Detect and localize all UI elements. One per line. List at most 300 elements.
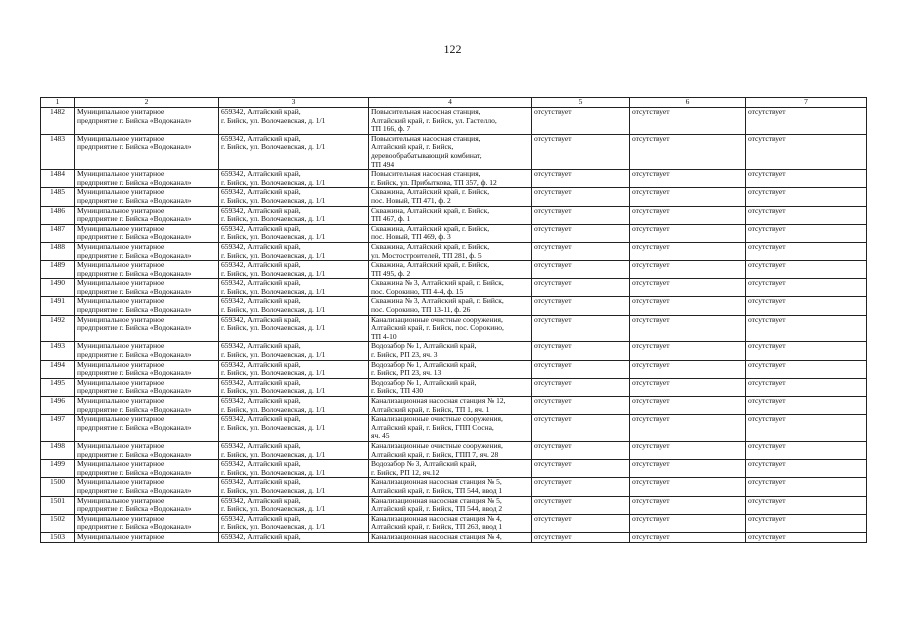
organization-line: предприятие г. Бийска «Водоканал» <box>77 522 192 532</box>
organization-line: Муниципальное унитарное <box>77 341 165 351</box>
organization-line: Муниципальное унитарное <box>77 360 165 369</box>
cell-number: 1483 <box>41 134 75 169</box>
address-line: 659342, Алтайский край, <box>221 514 301 523</box>
object-line: ТП 495, ф. 2 <box>371 268 411 278</box>
cell-status: отсутствует <box>630 224 746 242</box>
address-line: г. Бийск, ул. Волочаевская, д. 1/1 <box>221 504 326 514</box>
cell-object <box>369 460 532 478</box>
cell-organization <box>75 170 219 188</box>
object-line: Канализационная насосная станция № 5, <box>371 477 502 487</box>
cell-organization <box>75 315 219 342</box>
cell-status: отсутствует <box>630 360 746 378</box>
cell-status: отсутствует <box>746 297 867 315</box>
cell-status: отсутствует <box>532 134 630 169</box>
cell-object <box>369 496 532 514</box>
address-line: 659342, Алтайский край, <box>221 532 301 541</box>
address-line: 659342, Алтайский край, <box>221 378 301 387</box>
object-line: Скважина, Алтайский край, г. Бийск, <box>371 242 490 251</box>
table-row <box>41 342 867 360</box>
cell-organization <box>75 134 219 169</box>
cell-status: отсутствует <box>532 242 630 260</box>
table-row <box>41 415 867 442</box>
address-line: г. Бийск, ул. Волочаевская, д. 1/1 <box>221 467 326 477</box>
cell-status: отсутствует <box>746 478 867 496</box>
cell-organization <box>75 224 219 242</box>
object-line: Алтайский край, г. Бийск, ТП 544, ввод 2 <box>371 504 503 514</box>
cell-status: отсутствует <box>630 378 746 396</box>
cell-address <box>219 188 369 206</box>
cell-status: отсутствует <box>532 360 630 378</box>
table-row <box>41 514 867 532</box>
object-line: г. Бийск, РП 23, яч. 3 <box>371 350 438 360</box>
cell-object <box>369 532 532 542</box>
cell-organization <box>75 297 219 315</box>
object-line: Водозабор № 1, Алтайский край, <box>371 341 477 351</box>
table-row <box>41 397 867 415</box>
address-line: г. Бийск, ул. Волочаевская, д. 1/1 <box>221 286 326 296</box>
cell-status: отсутствует <box>630 170 746 188</box>
cell-organization <box>75 108 219 135</box>
cell-object <box>369 134 532 169</box>
object-line: пос. Сорокино, ТП 13-11, ф. 26 <box>371 305 471 315</box>
organization-line: Муниципальное унитарное <box>77 187 165 197</box>
object-line: ТП 4-10 <box>371 331 397 341</box>
organization-line: предприятие г. Бийска «Водоканал» <box>77 350 192 360</box>
cell-status: отсутствует <box>630 397 746 415</box>
cell-status: отсутствует <box>532 460 630 478</box>
organization-line: предприятие г. Бийска «Водоканал» <box>77 305 192 315</box>
cell-status: отсутствует <box>746 460 867 478</box>
table-row <box>41 170 867 188</box>
cell-status: отсутствует <box>746 397 867 415</box>
object-line: Скважина, Алтайский край, г. Бийск, <box>371 260 490 270</box>
table-row <box>41 242 867 260</box>
column-header: 7 <box>746 98 867 108</box>
object-line: Алтайский край, г. Бийск, ТП 544, ввод 1 <box>371 485 503 495</box>
table-row <box>41 441 867 459</box>
cell-object <box>369 415 532 442</box>
cell-status: отсутствует <box>630 206 746 224</box>
column-header: 2 <box>75 98 219 108</box>
cell-number: 1485 <box>41 188 75 206</box>
cell-number: 1496 <box>41 397 75 415</box>
cell-status: отсутствует <box>746 261 867 279</box>
cell-status: отсутствует <box>532 415 630 442</box>
cell-organization <box>75 441 219 459</box>
table-row <box>41 532 867 542</box>
object-line: г. Бийск, РП 23, яч. 13 <box>371 368 442 378</box>
cell-address <box>219 441 369 459</box>
object-line: деревообрабатывающий комбинат, <box>371 150 482 160</box>
address-line: г. Бийск, ул. Волочаевская, д. 1/1 <box>221 522 326 532</box>
cell-number: 1499 <box>41 460 75 478</box>
cell-status: отсутствует <box>532 532 630 542</box>
cell-status: отсутствует <box>532 514 630 532</box>
cell-status: отсутствует <box>532 297 630 315</box>
address-line: 659342, Алтайский край, <box>221 206 301 215</box>
organization-line: Муниципальное унитарное <box>77 532 165 541</box>
cell-object <box>369 342 532 360</box>
cell-address <box>219 342 369 360</box>
cell-status: отсутствует <box>630 279 746 297</box>
cell-number: 1495 <box>41 378 75 396</box>
organization-line: предприятие г. Бийска «Водоканал» <box>77 323 192 333</box>
cell-status: отсутствует <box>746 496 867 514</box>
cell-status: отсутствует <box>532 478 630 496</box>
address-line: 659342, Алтайский край, <box>221 496 301 505</box>
address-line: г. Бийск, ул. Волочаевская, д. 1/1 <box>221 268 326 278</box>
cell-address <box>219 261 369 279</box>
object-line: Повысительная насосная станция, <box>371 107 481 116</box>
cell-status: отсутствует <box>532 342 630 360</box>
organization-line: предприятие г. Бийска «Водоканал» <box>77 177 192 187</box>
cell-address <box>219 478 369 496</box>
cell-status: отсутствует <box>532 397 630 415</box>
cell-status: отсутствует <box>746 532 867 542</box>
organization-line: Муниципальное унитарное <box>77 224 165 233</box>
cell-status: отсутствует <box>630 532 746 542</box>
table-row <box>41 108 867 135</box>
organization-line: Муниципальное унитарное <box>77 514 165 523</box>
address-line: 659342, Алтайский край, <box>221 169 301 179</box>
cell-number: 1502 <box>41 514 75 532</box>
organization-line: предприятие г. Бийска «Водоканал» <box>77 504 192 514</box>
address-line: г. Бийск, ул. Волочаевская, д. 1/1 <box>221 404 326 414</box>
cell-address <box>219 378 369 396</box>
cell-number: 1492 <box>41 315 75 342</box>
cell-address <box>219 514 369 532</box>
cell-address <box>219 242 369 260</box>
organization-line: предприятие г. Бийска «Водоканал» <box>77 368 192 378</box>
cell-status: отсутствует <box>532 279 630 297</box>
cell-organization <box>75 496 219 514</box>
table-row <box>41 460 867 478</box>
object-line: Канализационная насосная станция № 5, <box>371 496 502 505</box>
cell-status: отсутствует <box>630 188 746 206</box>
cell-address <box>219 279 369 297</box>
address-line: г. Бийск, ул. Волочаевская, д. 1/1 <box>221 177 326 187</box>
object-line: ТП 166, ф. 7 <box>371 124 411 134</box>
cell-number: 1500 <box>41 478 75 496</box>
object-line: ТП 467, ф. 1 <box>371 214 411 224</box>
address-line: 659342, Алтайский край, <box>221 260 301 270</box>
cell-status: отсутствует <box>746 415 867 442</box>
address-line: г. Бийск, ул. Волочаевская, д. 1/1 <box>221 350 326 360</box>
object-line: г. Бийск, ТП 430 <box>371 386 424 396</box>
header-row <box>41 98 867 108</box>
cell-object <box>369 514 532 532</box>
organization-line: Муниципальное унитарное <box>77 107 165 116</box>
cell-status: отсутствует <box>532 261 630 279</box>
cell-status: отсутствует <box>746 514 867 532</box>
address-line: 659342, Алтайский край, <box>221 134 301 143</box>
object-line: яч. 45 <box>371 431 390 441</box>
organization-line: предприятие г. Бийска «Водоканал» <box>77 232 192 242</box>
cell-object <box>369 397 532 415</box>
address-line: г. Бийск, ул. Волочаевская, д. 1/1 <box>221 214 326 224</box>
cell-organization <box>75 206 219 224</box>
cell-status: отсутствует <box>532 496 630 514</box>
cell-object <box>369 297 532 315</box>
address-line: г. Бийск, ул. Волочаевская, д. 1/1 <box>221 485 326 495</box>
object-line: Алтайский край, г. Бийск, ул. Гастелло, <box>371 115 497 125</box>
table-row <box>41 360 867 378</box>
object-line: ТП 494 <box>371 159 395 169</box>
cell-status: отсутствует <box>532 441 630 459</box>
address-line: 659342, Алтайский край, <box>221 315 301 324</box>
address-line: 659342, Алтайский край, <box>221 341 301 351</box>
address-line: г. Бийск, ул. Волочаевская, д. 1/1 <box>221 368 326 378</box>
cell-status: отсутствует <box>630 514 746 532</box>
cell-organization <box>75 188 219 206</box>
object-line: Канализационные очистные сооружения, <box>371 414 503 424</box>
cell-address <box>219 315 369 342</box>
cell-number: 1489 <box>41 261 75 279</box>
object-line: Водозабор № 3, Алтайский край, <box>371 459 477 469</box>
address-line: г. Бийск, ул. Волочаевская, д. 1/1 <box>221 250 326 260</box>
cell-status: отсутствует <box>630 315 746 342</box>
address-line: 659342, Алтайский край, <box>221 441 301 450</box>
cell-status: отсутствует <box>746 315 867 342</box>
organization-line: предприятие г. Бийска «Водоканал» <box>77 195 192 205</box>
organization-line: Муниципальное унитарное <box>77 206 165 215</box>
object-line: Алтайский край, г. Бийск, ТП 263, ввод 1 <box>371 522 503 532</box>
cell-object <box>369 188 532 206</box>
cell-address <box>219 532 369 542</box>
address-line: 659342, Алтайский край, <box>221 414 301 424</box>
object-line: г. Бийск, РП 12, яч.12 <box>371 467 440 477</box>
cell-status: отсутствует <box>630 297 746 315</box>
cell-status: отсутствует <box>532 188 630 206</box>
cell-address <box>219 297 369 315</box>
cell-status: отсутствует <box>630 342 746 360</box>
cell-number: 1497 <box>41 415 75 442</box>
cell-status: отсутствует <box>746 170 867 188</box>
address-line: 659342, Алтайский край, <box>221 278 301 288</box>
table-row <box>41 206 867 224</box>
cell-organization <box>75 342 219 360</box>
address-line: г. Бийск, ул. Волочаевская, д. 1/1 <box>221 115 326 125</box>
organization-line: предприятие г. Бийска «Водоканал» <box>77 467 192 477</box>
table-row <box>41 496 867 514</box>
address-line: г. Бийск, ул. Волочаевская, д. 1/1 <box>221 195 326 205</box>
cell-address <box>219 415 369 442</box>
address-line: г. Бийск, ул. Волочаевская, д. 1/1 <box>221 386 326 396</box>
object-line: пос. Сорокино, ТП 4-4, ф. 15 <box>371 286 464 296</box>
cell-number: 1493 <box>41 342 75 360</box>
cell-status: отсутствует <box>746 224 867 242</box>
cell-organization <box>75 378 219 396</box>
cell-status: отсутствует <box>746 279 867 297</box>
cell-organization <box>75 415 219 442</box>
cell-address <box>219 360 369 378</box>
organization-line: Муниципальное унитарное <box>77 169 165 179</box>
address-line: 659342, Алтайский край, <box>221 107 301 116</box>
object-line: Скважина, Алтайский край, г. Бийск, <box>371 187 490 197</box>
cell-status: отсутствует <box>746 108 867 135</box>
cell-number: 1484 <box>41 170 75 188</box>
organization-line: Муниципальное унитарное <box>77 459 165 469</box>
column-header: 1 <box>41 98 75 108</box>
table-body <box>41 108 867 543</box>
registry-table <box>40 97 867 543</box>
cell-organization <box>75 514 219 532</box>
table-row <box>41 297 867 315</box>
cell-number: 1488 <box>41 242 75 260</box>
cell-status: отсутствует <box>630 415 746 442</box>
address-line: 659342, Алтайский край, <box>221 360 301 369</box>
cell-number: 1486 <box>41 206 75 224</box>
object-line: Алтайский край, г. Бийск, ГПП Сосна, <box>371 422 494 432</box>
cell-object <box>369 378 532 396</box>
object-line: Канализационная насосная станция № 12, <box>371 396 506 405</box>
object-line: Канализационная насосная станция № 4, <box>371 514 502 523</box>
cell-status: отсутствует <box>746 342 867 360</box>
cell-status: отсутствует <box>746 134 867 169</box>
cell-address <box>219 170 369 188</box>
cell-object <box>369 170 532 188</box>
cell-address <box>219 496 369 514</box>
organization-line: предприятие г. Бийска «Водоканал» <box>77 449 192 459</box>
cell-number: 1490 <box>41 279 75 297</box>
address-line: 659342, Алтайский край, <box>221 459 301 469</box>
cell-status: отсутствует <box>532 108 630 135</box>
cell-address <box>219 108 369 135</box>
organization-line: предприятие г. Бийска «Водоканал» <box>77 422 192 432</box>
address-line: г. Бийск, ул. Волочаевская, д. 1/1 <box>221 142 326 152</box>
cell-status: отсутствует <box>746 242 867 260</box>
object-line: пос. Новый, ТП 469, ф. 3 <box>371 232 451 242</box>
cell-object <box>369 108 532 135</box>
table-row <box>41 279 867 297</box>
cell-organization <box>75 242 219 260</box>
cell-object <box>369 279 532 297</box>
cell-status: отсутствует <box>532 378 630 396</box>
cell-status: отсутствует <box>532 224 630 242</box>
object-line: Водозабор № 1, Алтайский край, <box>371 360 477 369</box>
cell-object <box>369 242 532 260</box>
cell-organization <box>75 279 219 297</box>
table-row <box>41 188 867 206</box>
cell-organization <box>75 460 219 478</box>
address-line: 659342, Алтайский край, <box>221 224 301 233</box>
cell-object <box>369 478 532 496</box>
organization-line: предприятие г. Бийска «Водоканал» <box>77 250 192 260</box>
cell-status: отсутствует <box>630 108 746 135</box>
column-header: 3 <box>219 98 369 108</box>
address-line: 659342, Алтайский край, <box>221 477 301 487</box>
organization-line: предприятие г. Бийска «Водоканал» <box>77 115 192 125</box>
cell-organization <box>75 261 219 279</box>
cell-status: отсутствует <box>532 170 630 188</box>
object-line: Скважина № 3, Алтайский край, г. Бийск, <box>371 278 504 288</box>
address-line: г. Бийск, ул. Волочаевская, д. 1/1 <box>221 232 326 242</box>
organization-line: Муниципальное унитарное <box>77 496 165 505</box>
cell-object <box>369 315 532 342</box>
object-line: ул. Мостостроителей, ТП 281, ф. 5 <box>371 250 482 260</box>
table-row <box>41 134 867 169</box>
object-line: Повысительная насосная станция, <box>371 169 481 179</box>
organization-line: предприятие г. Бийска «Водоканал» <box>77 485 192 495</box>
table-row <box>41 478 867 496</box>
organization-line: Муниципальное унитарное <box>77 441 165 450</box>
cell-number: 1482 <box>41 108 75 135</box>
cell-number: 1487 <box>41 224 75 242</box>
cell-status: отсутствует <box>746 441 867 459</box>
cell-status: отсутствует <box>630 261 746 279</box>
cell-number: 1498 <box>41 441 75 459</box>
table-row <box>41 224 867 242</box>
cell-status: отсутствует <box>630 441 746 459</box>
address-line: 659342, Алтайский край, <box>221 242 301 251</box>
address-line: 659342, Алтайский край, <box>221 296 301 306</box>
object-line: г. Бийск, ул. Прибыткова, ТП 357, ф. 12 <box>371 177 497 187</box>
organization-line: Муниципальное унитарное <box>77 378 165 387</box>
cell-status: отсутствует <box>630 134 746 169</box>
address-line: г. Бийск, ул. Волочаевская, д. 1/1 <box>221 449 326 459</box>
object-line: Скважина № 3, Алтайский край, г. Бийск, <box>371 296 504 306</box>
cell-status: отсутствует <box>630 460 746 478</box>
cell-status: отсутствует <box>532 315 630 342</box>
object-line: Скважина, Алтайский край, г. Бийск, <box>371 224 490 233</box>
organization-line: Муниципальное унитарное <box>77 396 165 405</box>
address-line: г. Бийск, ул. Волочаевская, д. 1/1 <box>221 422 326 432</box>
cell-address <box>219 134 369 169</box>
object-line: Водозабор № 1, Алтайский край, <box>371 378 477 387</box>
object-line: Алтайский край, г. Бийск, пос. Сорокино, <box>371 323 504 333</box>
object-line: Алтайский край, г. Бийск, ТП 1, яч. 1 <box>371 404 490 414</box>
table-row <box>41 315 867 342</box>
organization-line: предприятие г. Бийска «Водоканал» <box>77 214 192 224</box>
column-header: 5 <box>532 98 630 108</box>
cell-object <box>369 261 532 279</box>
cell-status: отсутствует <box>630 242 746 260</box>
organization-line: Муниципальное унитарное <box>77 278 165 288</box>
address-line: г. Бийск, ул. Волочаевская, д. 1/1 <box>221 305 326 315</box>
table-header <box>41 98 867 108</box>
page-number: 122 <box>443 42 462 56</box>
cell-number: 1491 <box>41 297 75 315</box>
column-header: 4 <box>369 98 532 108</box>
organization-line: Муниципальное унитарное <box>77 242 165 251</box>
address-line: г. Бийск, ул. Волочаевская, д. 1/1 <box>221 323 326 333</box>
cell-organization <box>75 397 219 415</box>
object-line: пос. Новый, ТП 471, ф. 2 <box>371 195 451 205</box>
cell-object <box>369 441 532 459</box>
organization-line: Муниципальное унитарное <box>77 315 165 324</box>
cell-organization <box>75 360 219 378</box>
cell-status: отсутствует <box>630 496 746 514</box>
object-line: Алтайский край, г. Бийск, <box>371 142 454 152</box>
cell-number: 1503 <box>41 532 75 542</box>
cell-status: отсутствует <box>630 478 746 496</box>
cell-address <box>219 460 369 478</box>
cell-object <box>369 206 532 224</box>
address-line: 659342, Алтайский край, <box>221 396 301 405</box>
object-line: Канализационные очистные сооружения, <box>371 441 503 450</box>
cell-status: отсутствует <box>532 206 630 224</box>
cell-address <box>219 206 369 224</box>
cell-organization <box>75 478 219 496</box>
organization-line: предприятие г. Бийска «Водоканал» <box>77 286 192 296</box>
object-line: Канализационные очистные сооружения, <box>371 315 503 324</box>
address-line: 659342, Алтайский край, <box>221 187 301 197</box>
object-line: Повысительная насосная станция, <box>371 134 481 143</box>
table-row <box>41 378 867 396</box>
cell-status: отсутствует <box>746 378 867 396</box>
organization-line: Муниципальное унитарное <box>77 260 165 270</box>
organization-line: Муниципальное унитарное <box>77 134 165 143</box>
